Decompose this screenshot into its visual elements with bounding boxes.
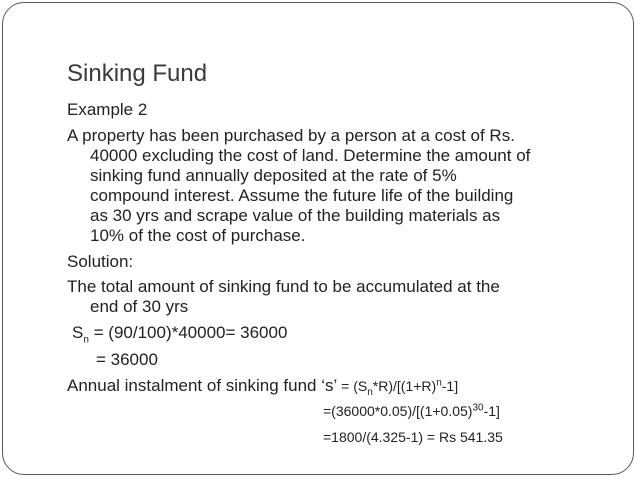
formula-open: = (S [337, 378, 368, 394]
problem-line-6: 10% of the cost of purchase. [90, 226, 306, 245]
problem-line-2: 40000 excluding the cost of land. Determine the amount of [90, 146, 531, 165]
calc-step-1-exponent: 30 [472, 402, 484, 414]
calc-step-1 [323, 402, 500, 420]
formula-subscript: n [367, 386, 373, 398]
sn-result: = 36000 [96, 350, 158, 369]
total-line-2: end of 30 yrs [90, 297, 189, 316]
calc-step-1-prefix: =(36000*0.05)/[(1+0.05) [323, 403, 473, 419]
example-heading: Example 2 [67, 100, 148, 119]
formula-close: -1] [441, 378, 459, 394]
sn-symbol: S [72, 323, 84, 342]
problem-line-1: A property has been purchased by a person at a cost of Rs. [67, 126, 515, 145]
annual-instalment-line [67, 376, 458, 396]
annual-formula [337, 377, 459, 398]
formula-superscript: n [436, 377, 442, 389]
slide-title: Sinking Fund [67, 60, 208, 87]
sn-formula [72, 323, 288, 346]
problem-line-5: as 30 yrs and scrape value of the building materials as [90, 206, 501, 225]
calc-step-1-suffix: -1] [483, 403, 500, 419]
sn-expression: = (90/100)*40000= 36000 [88, 323, 288, 342]
problem-line-4: compound interest. Assume the future life of the building [90, 186, 514, 205]
calc-step-2: =1800/(4.325-1) = Rs 541.35 [323, 429, 503, 445]
problem-line-3: sinking fund annually deposited at the rate of 5% [90, 166, 457, 185]
solution-label: Solution: [67, 252, 134, 271]
sn-subscript: n [83, 334, 89, 346]
formula-mid: *R)/[(1+R) [372, 378, 437, 394]
total-line-1: The total amount of sinking fund to be accumulated at the [67, 277, 500, 296]
annual-instalment-label: Annual instalment of sinking fund ‘s’ [67, 376, 338, 395]
